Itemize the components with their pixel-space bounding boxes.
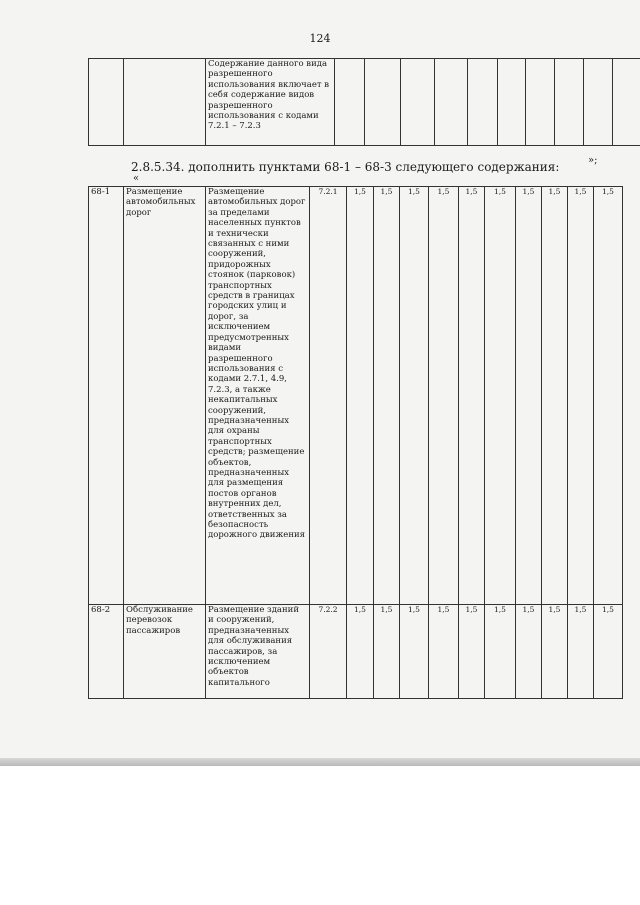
row-value: 1,5: [459, 605, 485, 699]
row-description: Размещение зданий и сооружений, предназначенных для обслуживания пассажиров, за исключением объектов капитального: [206, 605, 310, 699]
top-table-row: [89, 59, 640, 146]
table-row: [89, 605, 623, 699]
row-value: 1,5: [347, 605, 374, 699]
row-code: 7.2.2: [310, 605, 347, 699]
top-table-fragment: [88, 58, 640, 146]
row-value: 1,5: [568, 605, 594, 699]
table-row: [89, 187, 623, 605]
row-value: 1,5: [594, 187, 623, 605]
row-name: Обслуживание перевозок пассажиров: [124, 605, 206, 699]
row-number: 68-2: [89, 605, 124, 699]
row-name: Размещение автомобильных дорог: [124, 187, 206, 605]
row-value: 1,5: [400, 605, 429, 699]
page-bottom-edge: [0, 758, 640, 766]
row-value: 1,5: [429, 605, 459, 699]
opening-quote: «: [133, 173, 140, 184]
row-value: 1,5: [374, 605, 400, 699]
row-value: 1,5: [594, 605, 623, 699]
row-value: 1,5: [429, 187, 459, 605]
row-value: 1,5: [485, 187, 516, 605]
row-value: 1,5: [485, 605, 516, 699]
closing-quote: »;: [588, 155, 598, 166]
top-table-description: Содержание данного вида разрешенного использования включает в себя содержание видов разрешенного использования с кодами 7.2.1 – 7.2.3: [206, 59, 335, 146]
row-value: 1,5: [459, 187, 485, 605]
row-value: 1,5: [516, 605, 542, 699]
land-use-table: [88, 186, 623, 699]
row-value: 1,5: [568, 187, 594, 605]
row-number: 68-1: [89, 187, 124, 605]
row-description: Размещение автомобильных дорог за пределами населенных пунктов и технически связанных с ними сооружений, придорожных стоянок (парковок) транспортных средств в границах городских улиц и дорог, за исключением предусмотренных видами разрешенного использования с кодами 2.7.1, 4.9, 7.2.3, а также некапитальных сооружений, предназначенных для охраны транспортных средств; размещение объектов, предназначенных для размещения постов органов внутренних дел, ответственных за безопасность дорожного движения: [206, 187, 310, 605]
row-value: 1,5: [516, 187, 542, 605]
row-value: 1,5: [374, 187, 400, 605]
row-value: 1,5: [542, 187, 568, 605]
row-code: 7.2.1: [310, 187, 347, 605]
page-number: 124: [309, 32, 331, 45]
section-heading: 2.8.5.34. дополнить пунктами 68-1 – 68-3 следующего содержания:: [131, 160, 560, 174]
row-value: 1,5: [400, 187, 429, 605]
row-value: 1,5: [347, 187, 374, 605]
row-value: 1,5: [542, 605, 568, 699]
